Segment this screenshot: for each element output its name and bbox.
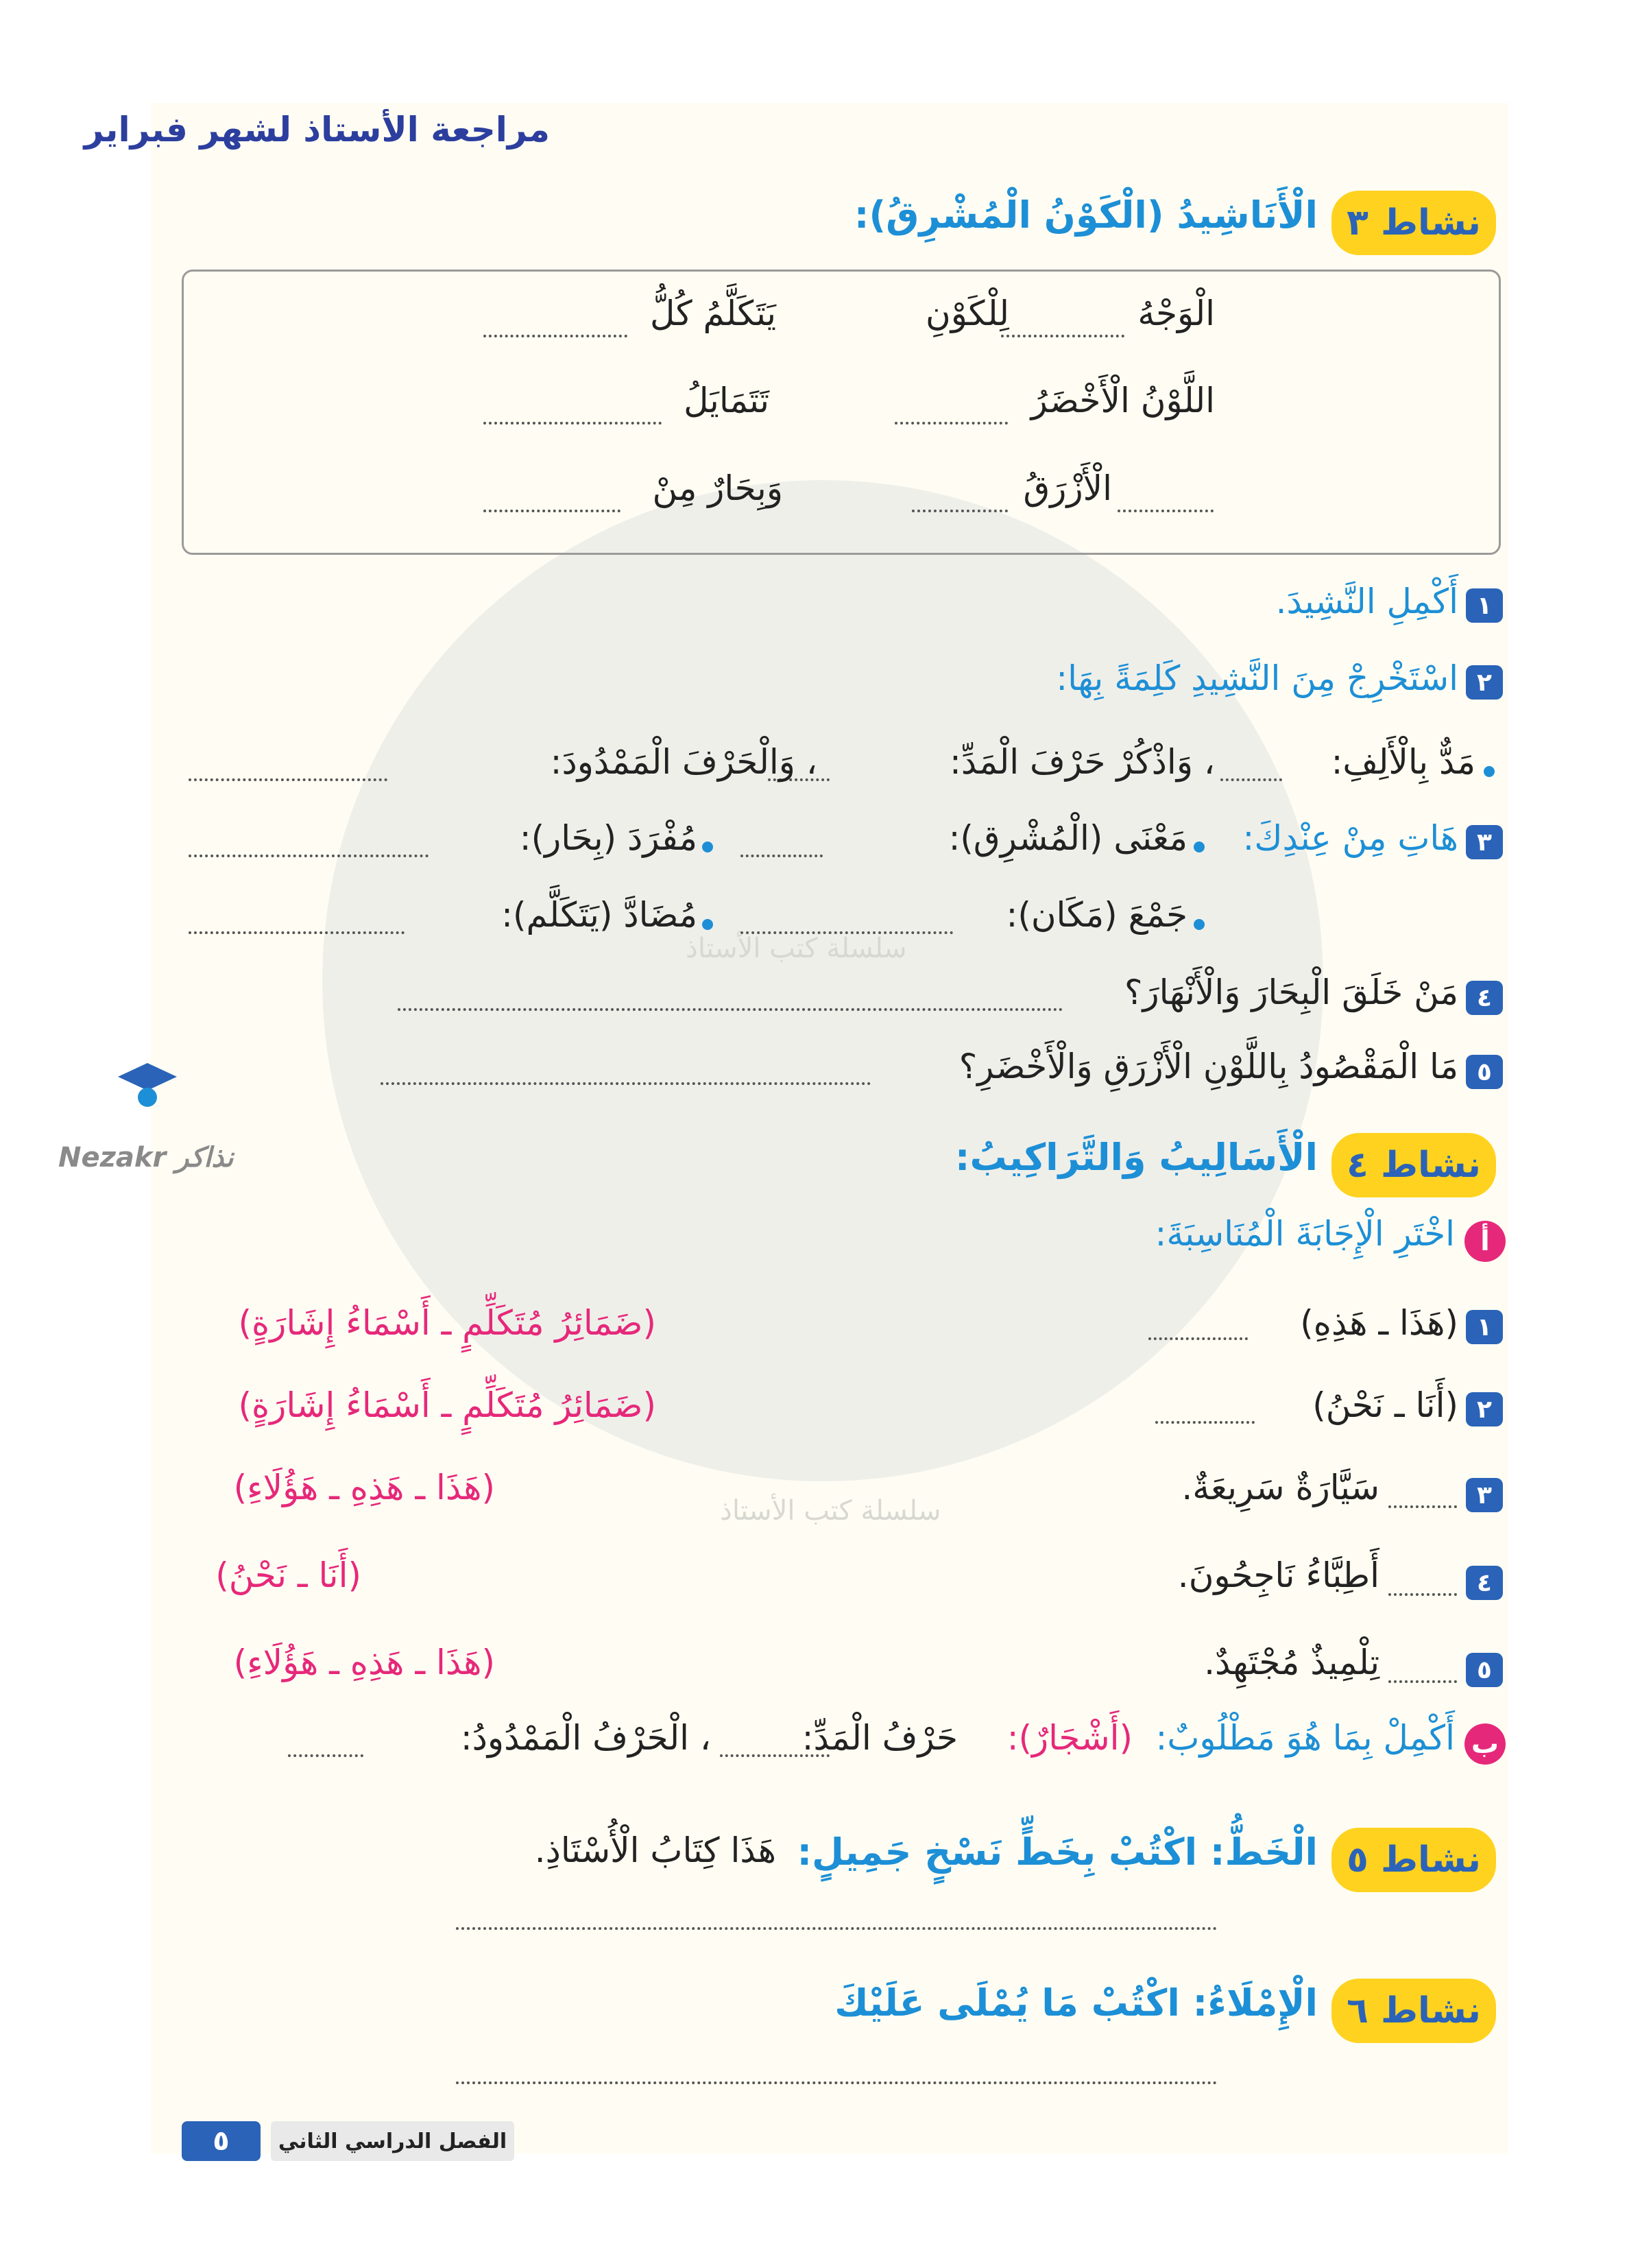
activity-title-4: الْأَسَالِيبُ وَالتَّرَاكِيبُ: (954, 1136, 1318, 1179)
poem-word: اللَّوْنُ الْأَخْضَرُ (1030, 381, 1215, 420)
bullet (702, 841, 713, 852)
choice-item: تِلْمِيذٌ مُجْتَهِدٌ. (1204, 1643, 1379, 1682)
question-3-item: جَمْعَ (مَكَان): (1006, 895, 1187, 935)
blank-line (1001, 335, 1124, 337)
blank-line (1155, 1421, 1255, 1424)
item-number: ٢ (1466, 1392, 1503, 1427)
poem-word: لِلْكَوْنِ (926, 294, 1009, 333)
question-3-item: مُفْرَدَ (بِحَار): (519, 818, 697, 858)
blank-line (1148, 1337, 1248, 1340)
section-b-title: أَكْمِلْ بِمَا هُوَ مَطْلُوبٌ: (1155, 1718, 1455, 1758)
blank-line (381, 1082, 871, 1085)
question-number: ٤ (1466, 981, 1503, 1015)
bullet (1194, 919, 1205, 930)
writing-line[interactable] (456, 1927, 1217, 1930)
section-b-part: ، الْحَرْفُ الْمَمْدُودُ: (460, 1718, 711, 1758)
item-number: ٤ (1466, 1566, 1503, 1600)
question-3-item: مَعْنَى (الْمُشْرِق): (948, 818, 1187, 858)
logo-text: Nezakr نذاكر (58, 1142, 234, 1173)
blank-line (483, 422, 662, 425)
choice-options: (أَنَا ـ نَحْنُ) (215, 1555, 361, 1595)
section-a-title: اخْتَرِ الْإِجَابَةَ الْمُنَاسِبَةَ: (1155, 1214, 1455, 1254)
blank-line (1220, 778, 1282, 781)
section-label-a: أ (1464, 1221, 1506, 1262)
graduation-cap-icon (117, 1060, 178, 1108)
blank-line (288, 1754, 363, 1757)
activity-badge-4: نشاط ٤ (1331, 1133, 1496, 1197)
choice-options: (هَذَا ـ هَذِهِ ـ هَؤُلَاءِ) (233, 1468, 495, 1507)
activity-badge-5: نشاط ٥ (1331, 1828, 1496, 1892)
blank-line (1388, 1505, 1457, 1508)
blank-line (895, 422, 1008, 425)
question-2-item: ، وَالْحَرْفَ الْمَمْدُودَ: (550, 742, 817, 782)
blank-line (1388, 1593, 1457, 1596)
poem-word: يَتَكَلَّمُ كُلُّ (649, 294, 776, 333)
watermark-text-2: سلسلة كتب الأستاذ (720, 1495, 941, 1527)
question-number: ١ (1466, 588, 1503, 623)
blank-line (189, 778, 387, 781)
item-number: ١ (1466, 1310, 1503, 1344)
blank-line (720, 1754, 830, 1757)
question-5: مَا الْمَقْصُودُ بِاللَّوْنِ الْأَزْرَقِ وَالْأَخْضَرِ؟ (958, 1047, 1458, 1086)
blank-line (483, 335, 627, 337)
activity-title-3: الْأَنَاشِيدُ (الْكَوْنُ الْمُشْرِقُ): (854, 193, 1318, 237)
blank-line (740, 931, 953, 934)
choice-item: أَطِبَّاءُ نَاجِحُونَ. (1177, 1555, 1379, 1595)
handwriting-sentence: هَذَا كِتَابُ الْأُسْتَاذِ. (534, 1830, 776, 1870)
activity-title-5: الْخَطُّ: اكْتُبْ بِخَطٍّ نَسْخٍ جَمِيلٍ: (797, 1830, 1318, 1874)
blank-line (189, 931, 405, 934)
blank-line (483, 510, 620, 512)
choice-item: (هَذَا ـ هَذِهِ) (1300, 1303, 1458, 1343)
question-3: هَاتِ مِنْ عِنْدِكَ: (1242, 818, 1458, 858)
bullet (1194, 841, 1205, 852)
activity-title-6: الْإِمْلَاءُ: اكْتُبْ مَا يُمْلَى عَلَيْكَ (834, 1981, 1318, 2025)
term-label: الفصل الدراسي الثاني (271, 2121, 514, 2161)
activity-badge-6: نشاط ٦ (1331, 1979, 1496, 2043)
blank-line (398, 1008, 1063, 1011)
poem-box (182, 270, 1501, 555)
item-number: ٥ (1466, 1653, 1503, 1687)
writing-line[interactable] (456, 2081, 1217, 2084)
blank-line (740, 855, 823, 857)
question-2-item: مَدٌّ بِالْأَلِفِ: (1331, 742, 1475, 782)
question-number: ٥ (1466, 1055, 1503, 1089)
question-number: ٣ (1466, 825, 1503, 859)
choice-item: سَيَّارَةٌ سَرِيعَةٌ. (1181, 1468, 1379, 1507)
blank-line (189, 855, 429, 857)
page-header-title: مراجعة الأستاذ لشهر فبراير (84, 110, 550, 150)
choice-options: (ضَمَائِرُ مُتَكَلِّمٍ ـ أَسْمَاءُ إِشَارَةٍ) (238, 1303, 656, 1343)
section-b-word: (أَشْجَارٌ): (1006, 1718, 1133, 1758)
poem-word: الْوَجْهُ (1137, 294, 1215, 333)
activity-badge-3: نشاط ٣ (1331, 191, 1496, 255)
item-number: ٣ (1466, 1478, 1503, 1512)
blank-line (912, 510, 1008, 512)
bullet (1484, 766, 1495, 777)
bullet (702, 919, 713, 930)
poem-word: وَبِحَارٌ مِنْ (652, 468, 783, 508)
question-1: أَكْمِلِ النَّشِيدَ. (1275, 582, 1458, 621)
question-2: اسْتَخْرِجْ مِنَ النَّشِيدِ كَلِمَةً بِهَا: (1056, 658, 1458, 698)
choice-options: (هَذَا ـ هَذِهِ ـ هَؤُلَاءِ) (233, 1643, 495, 1682)
question-3-item: مُضَادَّ (يَتَكَلَّم): (501, 895, 697, 935)
question-2-item: ، وَاذْكُرْ حَرْفَ الْمَدِّ: (950, 742, 1215, 782)
section-b-part: حَرْفُ الْمَدِّ: (801, 1718, 958, 1758)
choice-options: (ضَمَائِرُ مُتَكَلِّمٍ ـ أَسْمَاءُ إِشَارَةٍ) (238, 1385, 656, 1425)
blank-line (1388, 1680, 1457, 1683)
page-number: ٥ (182, 2121, 261, 2161)
watermark-text: سلسلة كتب الأستاذ (686, 933, 907, 964)
section-label-b: ب (1464, 1723, 1506, 1765)
blank-line (1118, 510, 1214, 512)
poem-word: الْأَزْرَقُ (1023, 468, 1112, 508)
question-4: مَنْ خَلَقَ الْبِحَارَ وَالْأَنْهَارَ؟ (1124, 972, 1458, 1012)
choice-item: (أَنَا ـ نَحْنُ) (1312, 1385, 1458, 1425)
poem-word: تَتَمَايَلُ (684, 381, 769, 420)
question-number: ٢ (1466, 665, 1503, 700)
